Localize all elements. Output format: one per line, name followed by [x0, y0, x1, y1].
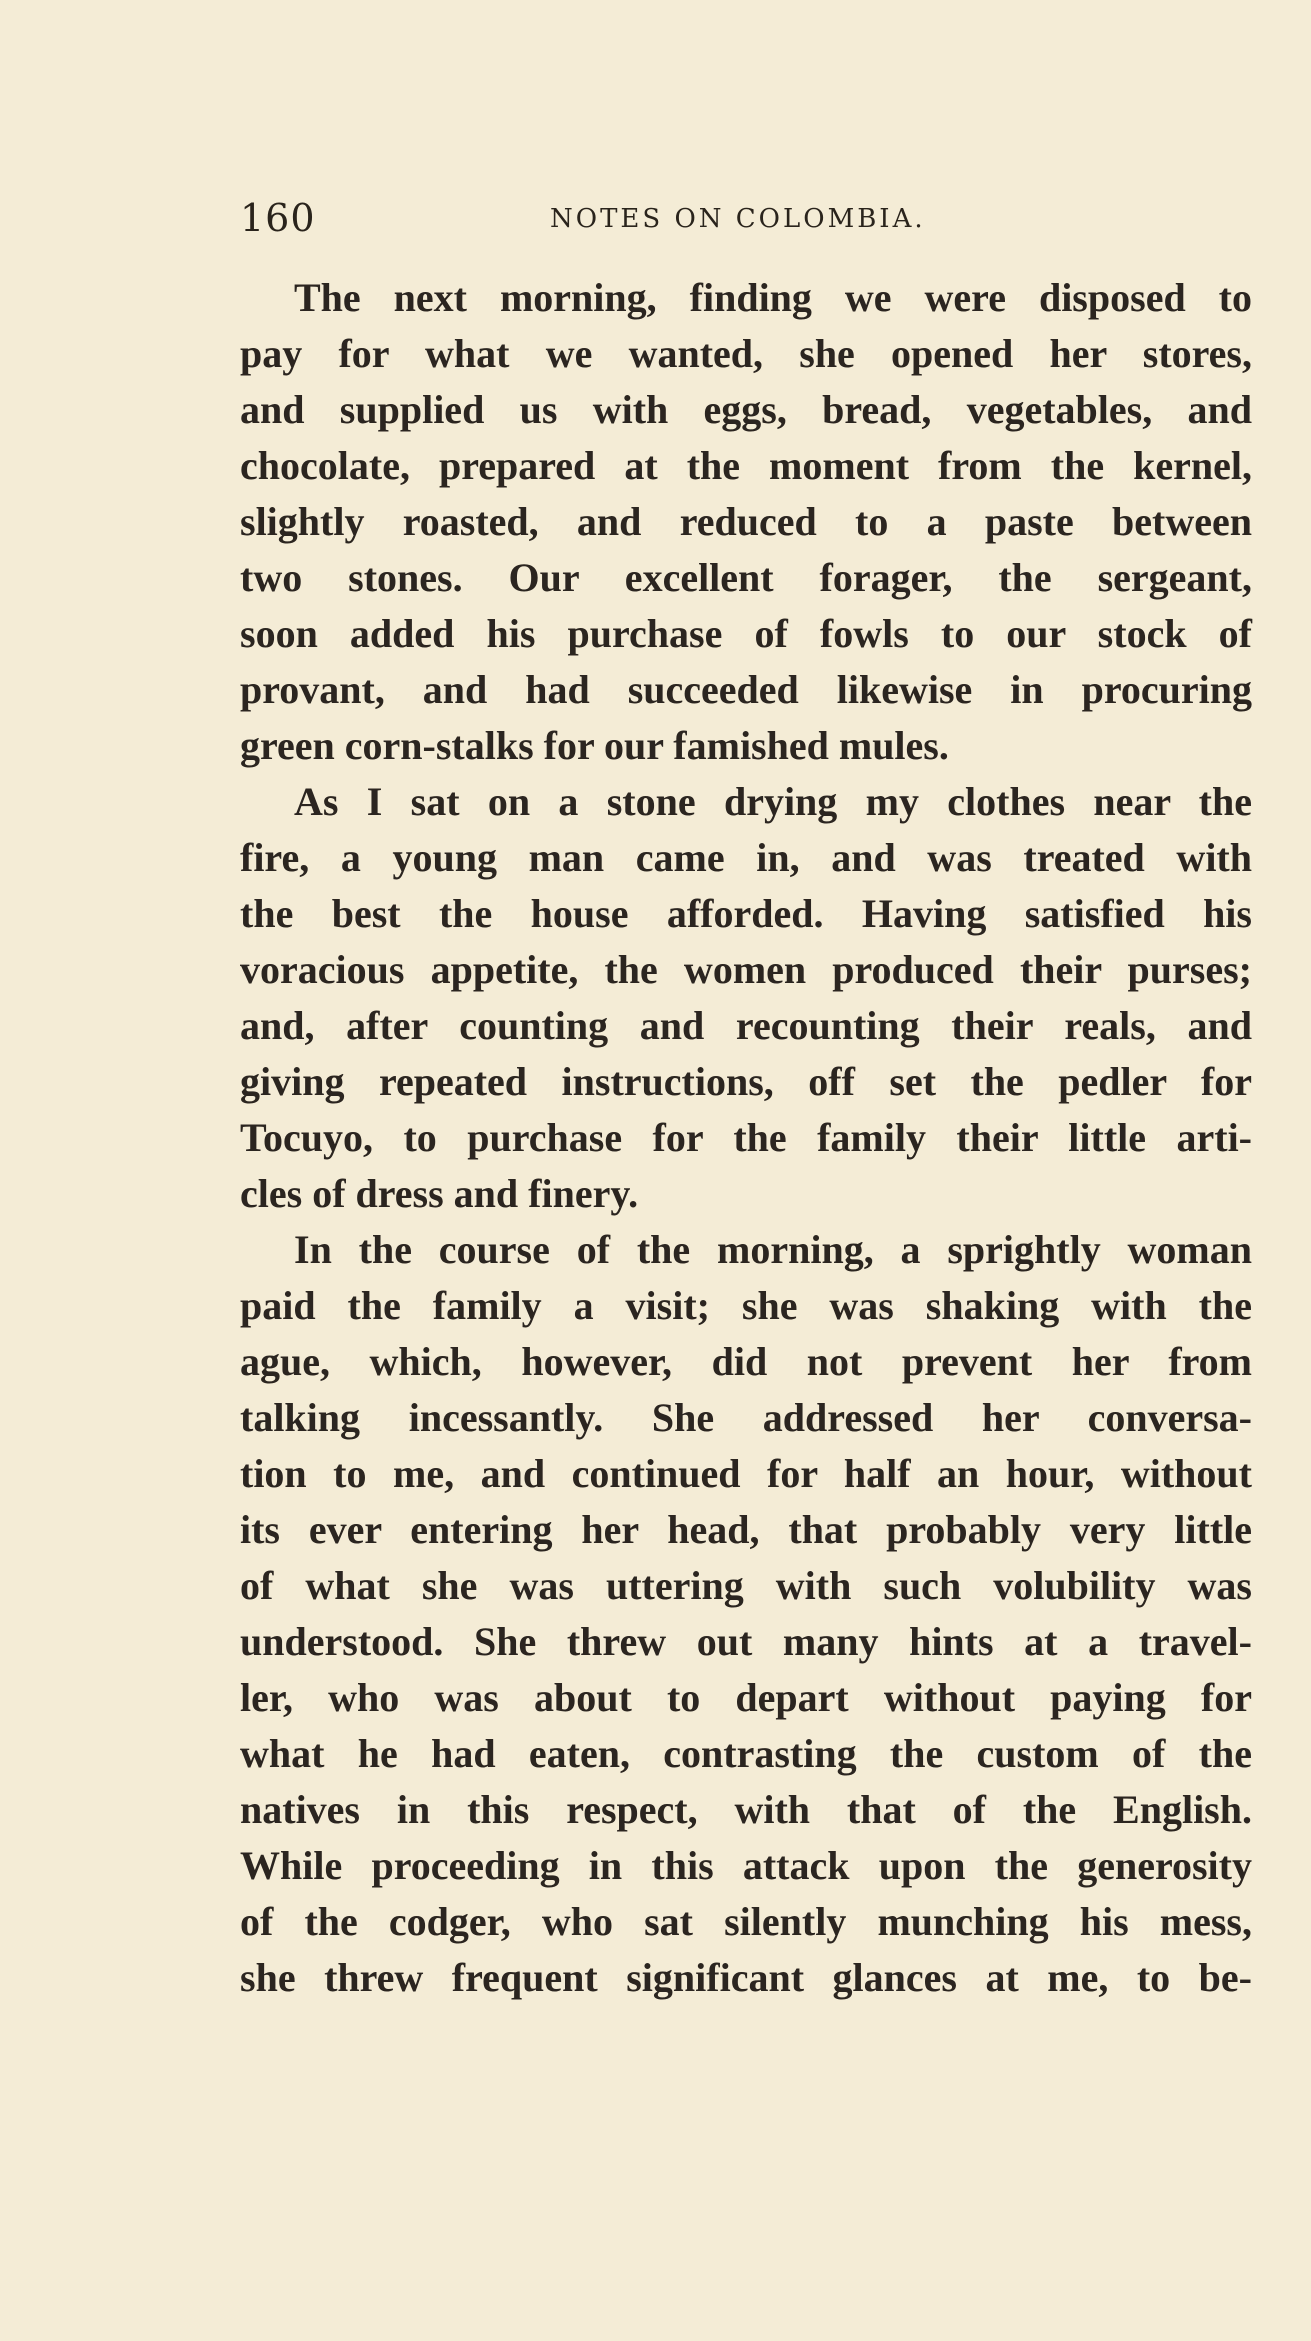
text-line: what he had eaten, contrasting the custom of the — [240, 1731, 1252, 1776]
body-text — [240, 270, 1252, 2006]
text-line: and supplied us with eggs, bread, vegetables, and — [240, 387, 1252, 432]
text-line: green corn-stalks for our famished mules. — [240, 723, 949, 768]
text-line: cles of dress and finery. — [240, 1171, 639, 1216]
text-line: she threw frequent significant glances at me, to be- — [240, 1955, 1252, 2000]
text-line: understood. She threw out many hints at a travel- — [240, 1619, 1252, 1664]
text-line: tion to me, and continued for half an hour, without — [240, 1451, 1252, 1496]
text-line: of what she was uttering with such volubility was — [240, 1563, 1252, 1608]
text-line: paid the family a visit; she was shaking with the — [240, 1283, 1252, 1328]
text-line: ague, which, however, did not prevent her from — [240, 1339, 1252, 1384]
text-line: natives in this respect, with that of the English. — [240, 1787, 1252, 1832]
text-line: Tocuyo, to purchase for the family their little arti- — [240, 1115, 1252, 1160]
text-line: fire, a young man came in, and was treated with — [240, 835, 1252, 880]
text-line: talking incessantly. She addressed her conversa- — [240, 1395, 1252, 1440]
text-line: soon added his purchase of fowls to our stock of — [240, 611, 1252, 656]
text-line: giving repeated instructions, off set the pedler for — [240, 1059, 1252, 1104]
page-number: 160 — [240, 196, 316, 240]
text-line: The next morning, finding we were disposed to — [294, 275, 1252, 320]
text-line: of the codger, who sat silently munching his mess, — [240, 1899, 1252, 1944]
text-line: two stones. Our excellent forager, the sergeant, — [240, 555, 1252, 600]
text-line: As I sat on a stone drying my clothes near the — [294, 779, 1252, 824]
text-line: In the course of the morning, a sprightly woman — [294, 1227, 1252, 1272]
text-line: ler, who was about to depart without paying for — [240, 1675, 1252, 1720]
text-line: While proceeding in this attack upon the generosity — [240, 1843, 1252, 1888]
text-line: voracious appetite, the women produced their purses; — [240, 947, 1252, 992]
text-line: its ever entering her head, that probably very little — [240, 1507, 1252, 1552]
text-line: pay for what we wanted, she opened her stores, — [240, 331, 1252, 376]
text-line: provant, and had succeeded likewise in procuring — [240, 667, 1252, 712]
running-head — [240, 196, 1010, 246]
text-line: chocolate, prepared at the moment from the kernel, — [240, 443, 1252, 488]
running-title: NOTES ON COLOMBIA. — [550, 204, 926, 234]
text-line: and, after counting and recounting their reals, and — [240, 1003, 1252, 1048]
text-line: slightly roasted, and reduced to a paste between — [240, 499, 1252, 544]
text-line: the best the house afforded. Having satisfied his — [240, 891, 1252, 936]
